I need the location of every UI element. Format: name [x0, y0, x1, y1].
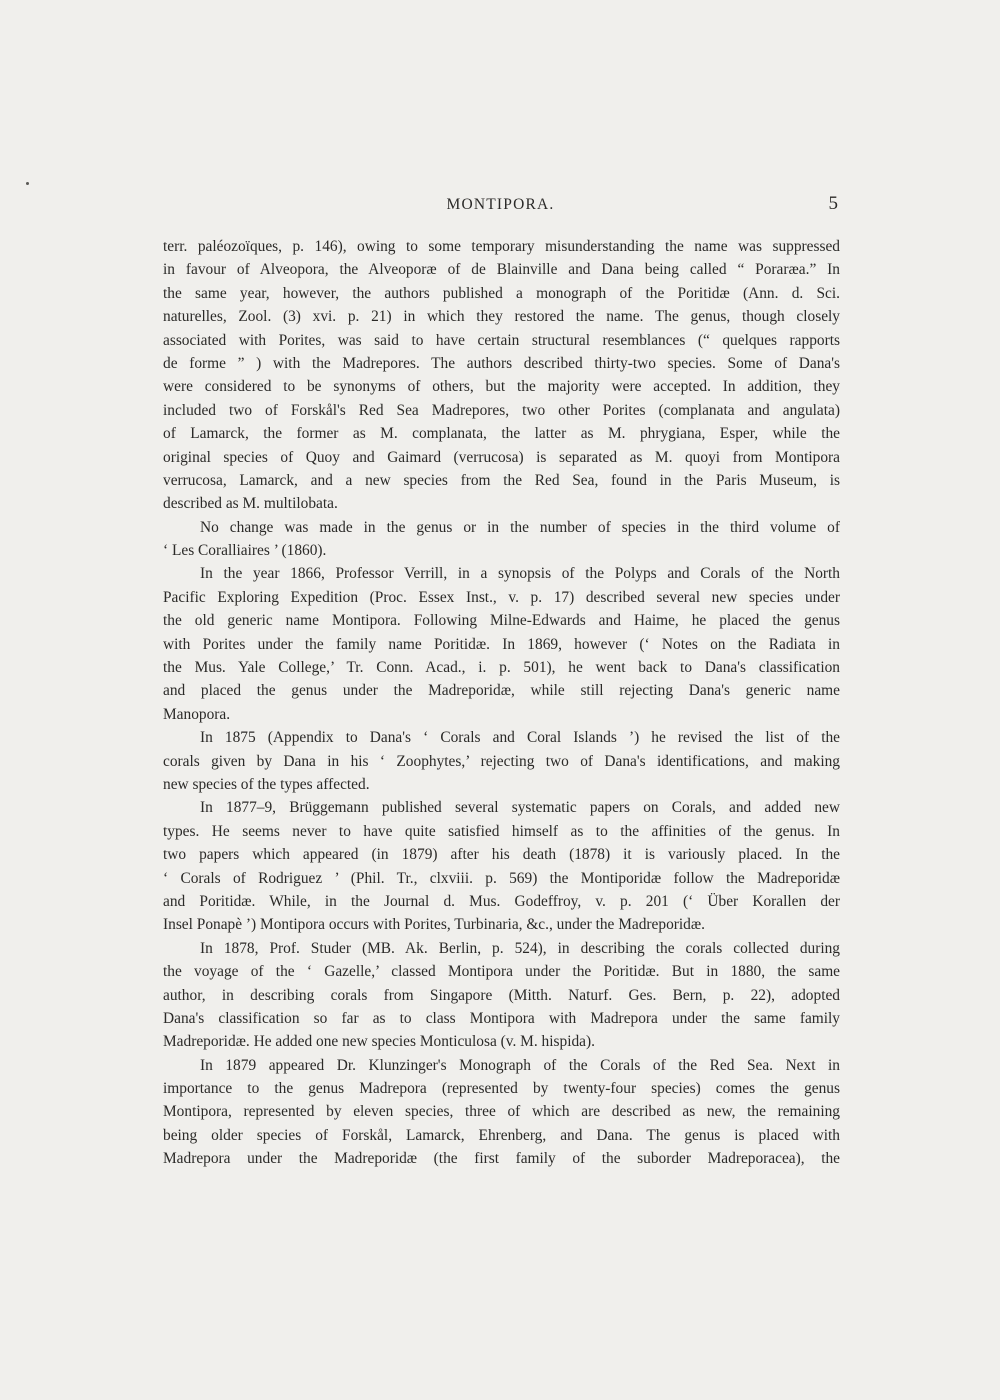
- text-line: In 1875 (Appendix to Dana's ‘ Corals and Coral Islands ’) he revised the list of the: [200, 729, 840, 747]
- text-line: importance to the genus Madrepora (represented by twenty-four species) comes the genus: [163, 1080, 840, 1098]
- text-line: with Porites under the family name Poritidæ. In 1869, however (‘ Notes on the Radiata in: [163, 635, 840, 653]
- text-line: being older species of Forskål, Lamarck, Ehrenberg, and Dana. The genus is placed with: [163, 1126, 840, 1144]
- text-line: author, in describing corals from Singapore (Mitth. Naturf. Ges. Bern, p. 22), adopted: [163, 986, 840, 1004]
- text-line: ‘ Les Coralliaires ’ (1860).: [163, 542, 327, 560]
- text-line: the same year, however, the authors published a monograph of the Poritidæ (Ann. d. Sci.: [163, 284, 840, 302]
- text-line: associated with Porites, was said to have certain structural resemblances (“ quelques rapports: [163, 331, 840, 349]
- text-line: and Poritidæ. While, in the Journal d. Mus. Godeffroy, v. p. 201 (‘ Über Korallen der: [163, 892, 840, 910]
- page-number: 5: [828, 193, 838, 214]
- text-line: Madrepora under the Madreporidæ (the first family of the suborder Madreporacea), the: [163, 1150, 840, 1168]
- text-line: were considered to be synonyms of others, but the majority were accepted. In addition, they: [163, 378, 840, 396]
- text-line: two papers which appeared (in 1879) after his death (1878) it is variously placed. In the: [163, 846, 840, 864]
- text-line: Manopora.: [163, 705, 231, 723]
- text-line: naturelles, Zool. (3) xvi. p. 21) in which they restored the name. The genus, though closely: [163, 308, 840, 326]
- text-line: In the year 1866, Professor Verrill, in a synopsis of the Polyps and Corals of the North: [200, 565, 840, 583]
- text-line: de forme ” ) with the Madrepores. The authors described thirty-two species. Some of Dana's: [163, 354, 840, 372]
- text-line: the Mus. Yale College,’ Tr. Conn. Acad., i. p. 501), he went back to Dana's classification: [163, 659, 840, 677]
- text-line: Madreporidæ. He added one new species Monticulosa (v. M. hispida).: [163, 1033, 595, 1051]
- text-line: In 1879 appeared Dr. Klunzinger's Monograph of the Corals of the Red Sea. Next in: [200, 1056, 840, 1074]
- text-line: Pacific Exploring Expedition (Proc. Essex Inst., v. p. 17) described several new species under: [163, 588, 840, 606]
- text-line: verrucosa, Lamarck, and a new species from the Red Sea, found in the Paris Museum, is: [163, 471, 840, 489]
- body-text: [163, 235, 840, 1171]
- text-line: in favour of Alveopora, the Alveoporæ of de Blainville and Dana being called “ Poraræa.” In: [163, 261, 840, 279]
- text-line: the voyage of the ‘ Gazelle,’ classed Montipora under the Poritidæ. But in 1880, the same: [163, 963, 840, 981]
- text-line: ‘ Corals of Rodriguez ’ (Phil. Tr., clxviii. p. 569) the Montiporidæ follow the Madreporidæ: [163, 869, 840, 887]
- text-line: Insel Ponapè ’) Montipora occurs with Porites, Turbinaria, &c., under the Madreporidæ.: [163, 916, 705, 934]
- paper-speck: [26, 182, 29, 185]
- text-line: original species of Quoy and Gaimard (verrucosa) is separated as M. quoyi from Montipora: [163, 448, 840, 466]
- text-line: No change was made in the genus or in the number of species in the third volume of: [200, 518, 840, 536]
- text-line: types. He seems never to have quite satisfied himself as to the affinities of the genus. In: [163, 822, 840, 840]
- text-line: new species of the types affected.: [163, 775, 370, 793]
- text-line: corals given by Dana in his ‘ Zoophytes,’ rejecting two of Dana's identifications, and making: [163, 752, 840, 770]
- text-line: terr. paléozoïques, p. 146), owing to some temporary misunderstanding the name was suppressed: [163, 238, 840, 255]
- text-line: of Lamarck, the former as M. complanata, the latter as M. phrygiana, Esper, while the: [163, 425, 840, 443]
- running-title: MONTIPORA.: [446, 196, 555, 213]
- text-line: described as M. multilobata.: [163, 495, 338, 513]
- text-line: included two of Forskål's Red Sea Madrepores, two other Porites (complanata and angulata): [163, 401, 840, 419]
- text-line: Montipora, represented by eleven species, three of which are described as new, the remaining: [163, 1103, 840, 1121]
- text-line: and placed the genus under the Madreporidæ, while still rejecting Dana's generic name: [163, 682, 840, 700]
- text-line: the old generic name Montipora. Following Milne-Edwards and Haime, he placed the genus: [163, 612, 840, 630]
- text-line: In 1878, Prof. Studer (MB. Ak. Berlin, p. 524), in describing the corals collected during: [200, 939, 840, 957]
- text-line: In 1877–9, Brüggemann published several systematic papers on Corals, and added new: [200, 799, 840, 817]
- running-head: [163, 193, 838, 219]
- text-line: Dana's classification so far as to class Montipora with Madrepora under the same family: [163, 1009, 840, 1027]
